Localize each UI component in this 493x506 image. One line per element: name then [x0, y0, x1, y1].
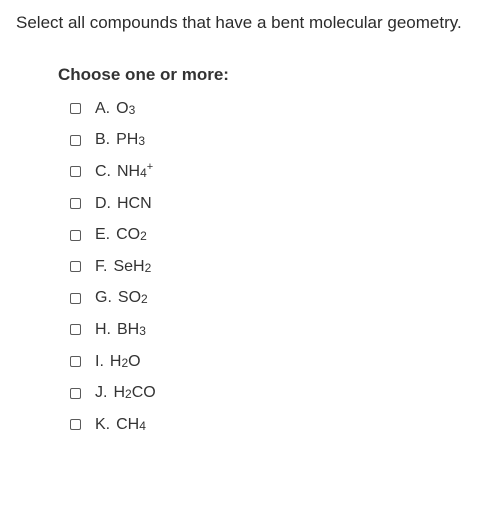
formula-text: O	[116, 99, 129, 117]
formula-subscript: 2	[121, 355, 129, 370]
option-letter: G.	[95, 289, 112, 307]
option-checkbox[interactable]	[70, 166, 81, 177]
formula-text: CO	[131, 384, 156, 402]
choose-prompt: Choose one or more:	[58, 65, 229, 84]
option-formula	[116, 226, 147, 244]
option-letter: D.	[95, 194, 111, 212]
formula-subscript: 3	[139, 323, 146, 338]
option-formula	[113, 384, 155, 402]
formula-subscript: 4	[139, 418, 146, 433]
answer-option[interactable]	[70, 156, 156, 188]
formula-superscript: +	[146, 160, 154, 173]
answer-option[interactable]	[70, 409, 156, 441]
answer-options-list	[70, 93, 156, 441]
formula-text: CH	[116, 415, 140, 433]
formula-subscript: 2	[140, 229, 147, 244]
option-formula	[117, 321, 146, 339]
option-checkbox[interactable]	[70, 135, 81, 146]
formula-text: H	[109, 352, 122, 370]
option-letter: H.	[95, 320, 111, 338]
formula-text: O	[128, 352, 141, 370]
formula-subscript: 4	[140, 165, 147, 180]
option-formula	[116, 100, 135, 118]
answer-option[interactable]	[70, 283, 156, 315]
formula-subscript: 3	[138, 134, 146, 149]
option-checkbox[interactable]	[70, 198, 81, 209]
formula-text: HCN	[117, 194, 152, 212]
option-letter: C.	[95, 162, 111, 180]
option-checkbox[interactable]	[70, 324, 81, 335]
formula-subscript: 2	[141, 292, 148, 307]
formula-text: CO	[116, 226, 141, 244]
formula-text: SO	[117, 289, 142, 307]
option-formula	[110, 353, 141, 371]
answer-option[interactable]	[70, 125, 156, 157]
option-formula	[117, 160, 154, 181]
option-letter: E.	[95, 226, 111, 244]
option-letter: B.	[95, 131, 111, 149]
option-checkbox[interactable]	[70, 388, 81, 399]
formula-text: BH	[117, 320, 140, 338]
answer-option[interactable]	[70, 377, 156, 409]
answer-option[interactable]	[70, 346, 156, 378]
option-checkbox[interactable]	[70, 356, 81, 367]
formula-subscript: 3	[128, 102, 136, 117]
answer-option[interactable]	[70, 314, 156, 346]
option-checkbox[interactable]	[70, 419, 81, 430]
option-checkbox[interactable]	[70, 293, 81, 304]
option-checkbox[interactable]	[70, 230, 81, 241]
option-letter: F.	[95, 257, 108, 275]
option-checkbox[interactable]	[70, 261, 81, 272]
formula-text: NH	[117, 162, 141, 180]
formula-subscript: 2	[144, 260, 152, 275]
option-formula	[118, 289, 148, 307]
option-formula	[117, 195, 152, 213]
option-letter: J.	[95, 384, 108, 402]
option-checkbox[interactable]	[70, 103, 81, 114]
option-formula	[113, 258, 151, 276]
formula-text: SeH	[113, 257, 145, 275]
option-letter: I.	[95, 352, 104, 370]
option-formula	[116, 416, 146, 434]
option-letter: A.	[95, 99, 111, 117]
answer-option[interactable]	[70, 219, 156, 251]
question-text: Select all compounds that have a bent molecular geometry.	[16, 13, 462, 32]
answer-option[interactable]	[70, 251, 156, 283]
option-formula	[116, 131, 145, 149]
formula-text: H	[113, 384, 126, 402]
option-letter: K.	[95, 415, 111, 433]
answer-option[interactable]	[70, 188, 156, 220]
formula-text: PH	[116, 131, 139, 149]
answer-option[interactable]	[70, 93, 156, 125]
formula-subscript: 2	[125, 387, 132, 402]
